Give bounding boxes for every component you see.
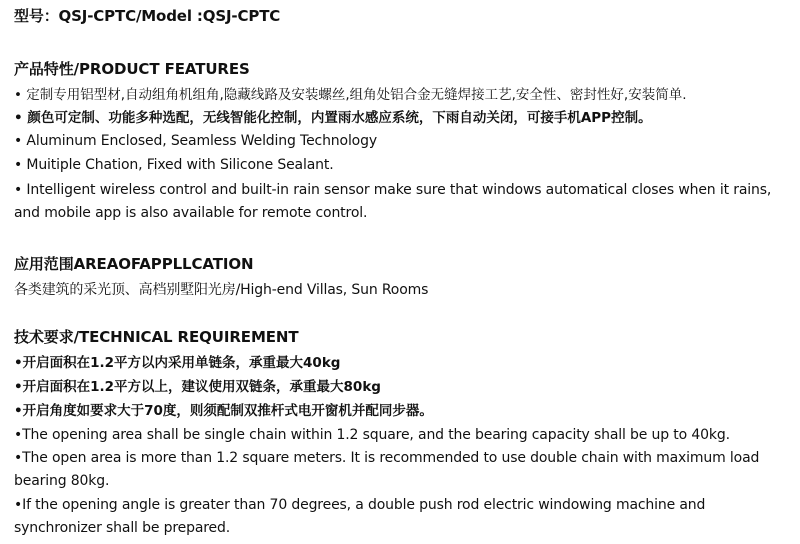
technical-heading: 技术要求/TECHNICAL REQUIREMENT xyxy=(14,328,299,346)
technical-item-2: •开启面积在1.2平方以上，建议使用双链条，承重最大80kg xyxy=(14,379,381,395)
feature-item-3: • Aluminum Enclosed, Seamless Welding Technology xyxy=(14,133,377,149)
technical-item-4: •The opening area shall be single chain within 1.2 square, and the bearing capacity shall be up to 40kg. xyxy=(14,427,730,443)
technical-item-5: •The open area is more than 1.2 square meters. It is recommended to use double chain with maximum load bearing 80kg. xyxy=(14,450,760,489)
application-heading: 应用范围AREAOFAPPLLCATION xyxy=(14,255,254,273)
technical-item-1: •开启面积在1.2平方以内采用单链条，承重最大40kg xyxy=(14,355,341,371)
technical-item-6: •If the opening angle is greater than 70 degrees, a double push rod electric windowing machine and synchronizer shall be prepared. xyxy=(14,497,706,536)
feature-item-4: • Muitiple Chation, Fixed with Silicone Sealant. xyxy=(14,157,334,173)
technical-item-3: •开启角度如要求大于70度，则须配制双推杆式电开窗机并配同步器。 xyxy=(14,403,433,419)
features-heading: 产品特性/PRODUCT FEATURES xyxy=(14,60,250,78)
model-line: 型号：QSJ-CPTC/Model :QSJ-CPTC xyxy=(14,7,281,25)
feature-item-1: • 定制专用铝型材,自动组角机组角,隐藏线路及安装螺丝,组角处铝合金无缝焊接工艺,安全性、密封性好,安装简单. xyxy=(14,87,687,103)
feature-item-2: • 颜色可定制、功能多种选配，无线智能化控制，内置雨水感应系统，下雨自动关闭，可接手机APP控制。 xyxy=(14,110,652,126)
application-text: 各类建筑的采光顶、高档别墅阳光房/High-end Villas, Sun Rooms xyxy=(14,282,429,298)
feature-item-5: • Intelligent wireless control and built-in rain sensor make sure that windows automatical closes when it rains, and mobile app is also available for remote control. xyxy=(14,182,772,221)
